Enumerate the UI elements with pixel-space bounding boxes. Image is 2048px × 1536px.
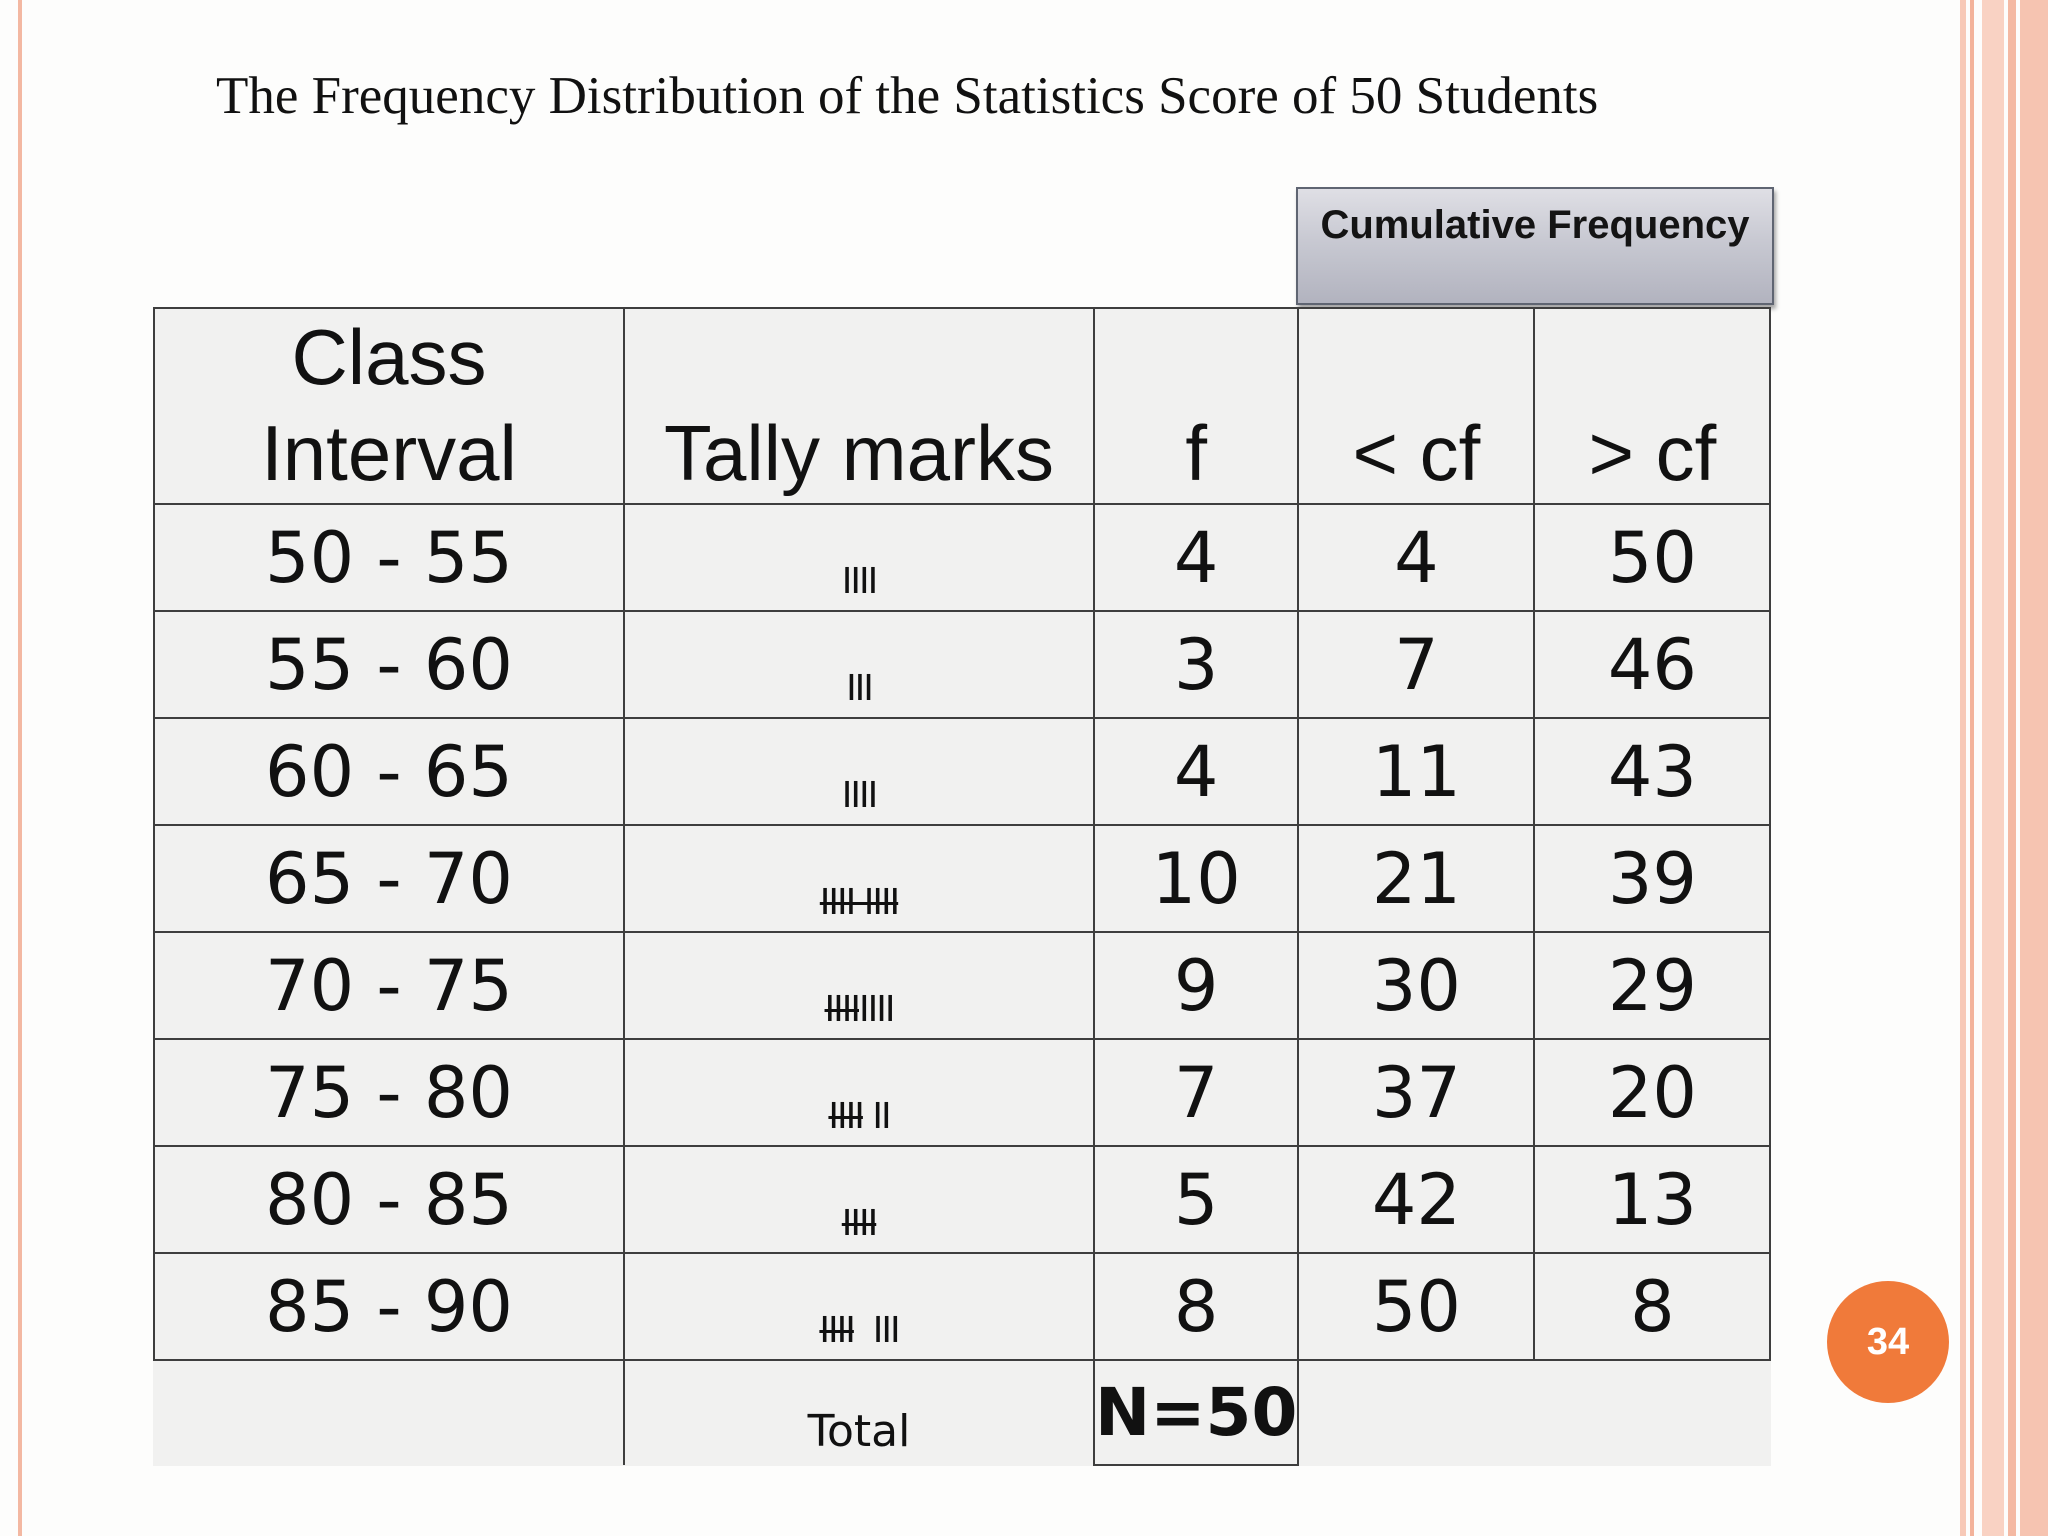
tally-marks-cell xyxy=(624,611,1094,718)
left-border-line xyxy=(18,0,22,1536)
table-row xyxy=(154,1253,1770,1360)
less-than-cf-cell: 11 xyxy=(1298,718,1534,825)
tally-marks-cell xyxy=(624,1146,1094,1253)
class-interval-cell: 75 - 80 xyxy=(154,1039,624,1146)
greater-than-cf-cell: 13 xyxy=(1534,1146,1770,1253)
tally-group: IIII xyxy=(819,1310,854,1351)
tally-rest: IIII xyxy=(859,989,894,1030)
greater-than-cf-cell: 8 xyxy=(1534,1253,1770,1360)
frequency-cell: 4 xyxy=(1094,504,1298,611)
greater-than-cf-cell: 39 xyxy=(1534,825,1770,932)
greater-than-cf-cell: 50 xyxy=(1534,504,1770,611)
cumulative-frequency-label: Cumulative Frequency xyxy=(1320,203,1750,247)
total-blank-cell xyxy=(154,1360,624,1465)
tally-marks-cell xyxy=(624,1039,1094,1146)
class-interval-cell: 60 - 65 xyxy=(154,718,624,825)
tally-marks-cell xyxy=(624,1253,1094,1360)
greater-than-cf-cell: 46 xyxy=(1534,611,1770,718)
tally-group: IIII xyxy=(841,1203,877,1244)
frequency-table xyxy=(153,307,1771,1466)
tally-group: IIII xyxy=(828,1096,863,1137)
less-than-cf-cell: 42 xyxy=(1298,1146,1534,1253)
tally-marks-cell xyxy=(624,825,1094,932)
frequency-cell: 10 xyxy=(1094,825,1298,932)
header-class-line2: Interval xyxy=(261,409,517,497)
total-label: Total xyxy=(624,1360,1094,1465)
total-blank-right xyxy=(1298,1360,1770,1465)
table-row xyxy=(154,611,1770,718)
page-number: 34 xyxy=(1866,1320,1910,1363)
frequency-cell: 3 xyxy=(1094,611,1298,718)
less-than-cf-cell: 21 xyxy=(1298,825,1534,932)
header-class-line1: Class xyxy=(291,313,487,401)
tally-rest: IIII xyxy=(841,775,877,816)
tally-rest: III xyxy=(853,1310,899,1351)
tally-rest: IIII xyxy=(841,561,877,602)
tally-marks-cell xyxy=(624,504,1094,611)
frequency-cell: 9 xyxy=(1094,932,1298,1039)
class-interval-cell: 80 - 85 xyxy=(154,1146,624,1253)
tally-rest: II xyxy=(862,1096,890,1137)
class-interval-cell: 85 - 90 xyxy=(154,1253,624,1360)
frequency-cell: 7 xyxy=(1094,1039,1298,1146)
frequency-cell: 4 xyxy=(1094,718,1298,825)
less-than-cf-cell: 37 xyxy=(1298,1039,1534,1146)
slide-title: The Frequency Distribution of the Statistics Score of 50 Students xyxy=(216,67,1599,125)
tally-group: IIII IIII xyxy=(819,882,899,923)
header-frequency: f xyxy=(1094,308,1298,504)
table-row xyxy=(154,825,1770,932)
table-row xyxy=(154,718,1770,825)
greater-than-cf-cell: 43 xyxy=(1534,718,1770,825)
tally-group: IIII xyxy=(824,989,859,1030)
table-row xyxy=(154,1039,1770,1146)
class-interval-cell: 50 - 55 xyxy=(154,504,624,611)
table-row xyxy=(154,932,1770,1039)
less-than-cf-cell: 30 xyxy=(1298,932,1534,1039)
cumulative-frequency-header xyxy=(1296,187,1774,305)
greater-than-cf-cell: 20 xyxy=(1534,1039,1770,1146)
total-row xyxy=(154,1360,1770,1465)
header-greater-than-cf: > cf xyxy=(1534,308,1770,504)
less-than-cf-cell: 4 xyxy=(1298,504,1534,611)
class-interval-cell: 65 - 70 xyxy=(154,825,624,932)
right-decorative-stripes xyxy=(1960,0,2048,1536)
page-number-badge xyxy=(1827,1281,1949,1403)
header-less-than-cf: < cf xyxy=(1298,308,1534,504)
header-class-interval xyxy=(154,308,624,504)
tally-marks-cell xyxy=(624,718,1094,825)
frequency-cell: 5 xyxy=(1094,1146,1298,1253)
table-header-row xyxy=(154,308,1770,504)
tally-rest: III xyxy=(846,668,872,709)
less-than-cf-cell: 50 xyxy=(1298,1253,1534,1360)
frequency-cell: 8 xyxy=(1094,1253,1298,1360)
total-n-cell: N=50 xyxy=(1094,1360,1298,1465)
less-than-cf-cell: 7 xyxy=(1298,611,1534,718)
table-row xyxy=(154,504,1770,611)
table-row xyxy=(154,1146,1770,1253)
header-tally-marks: Tally marks xyxy=(624,308,1094,504)
class-interval-cell: 55 - 60 xyxy=(154,611,624,718)
class-interval-cell: 70 - 75 xyxy=(154,932,624,1039)
greater-than-cf-cell: 29 xyxy=(1534,932,1770,1039)
tally-marks-cell xyxy=(624,932,1094,1039)
